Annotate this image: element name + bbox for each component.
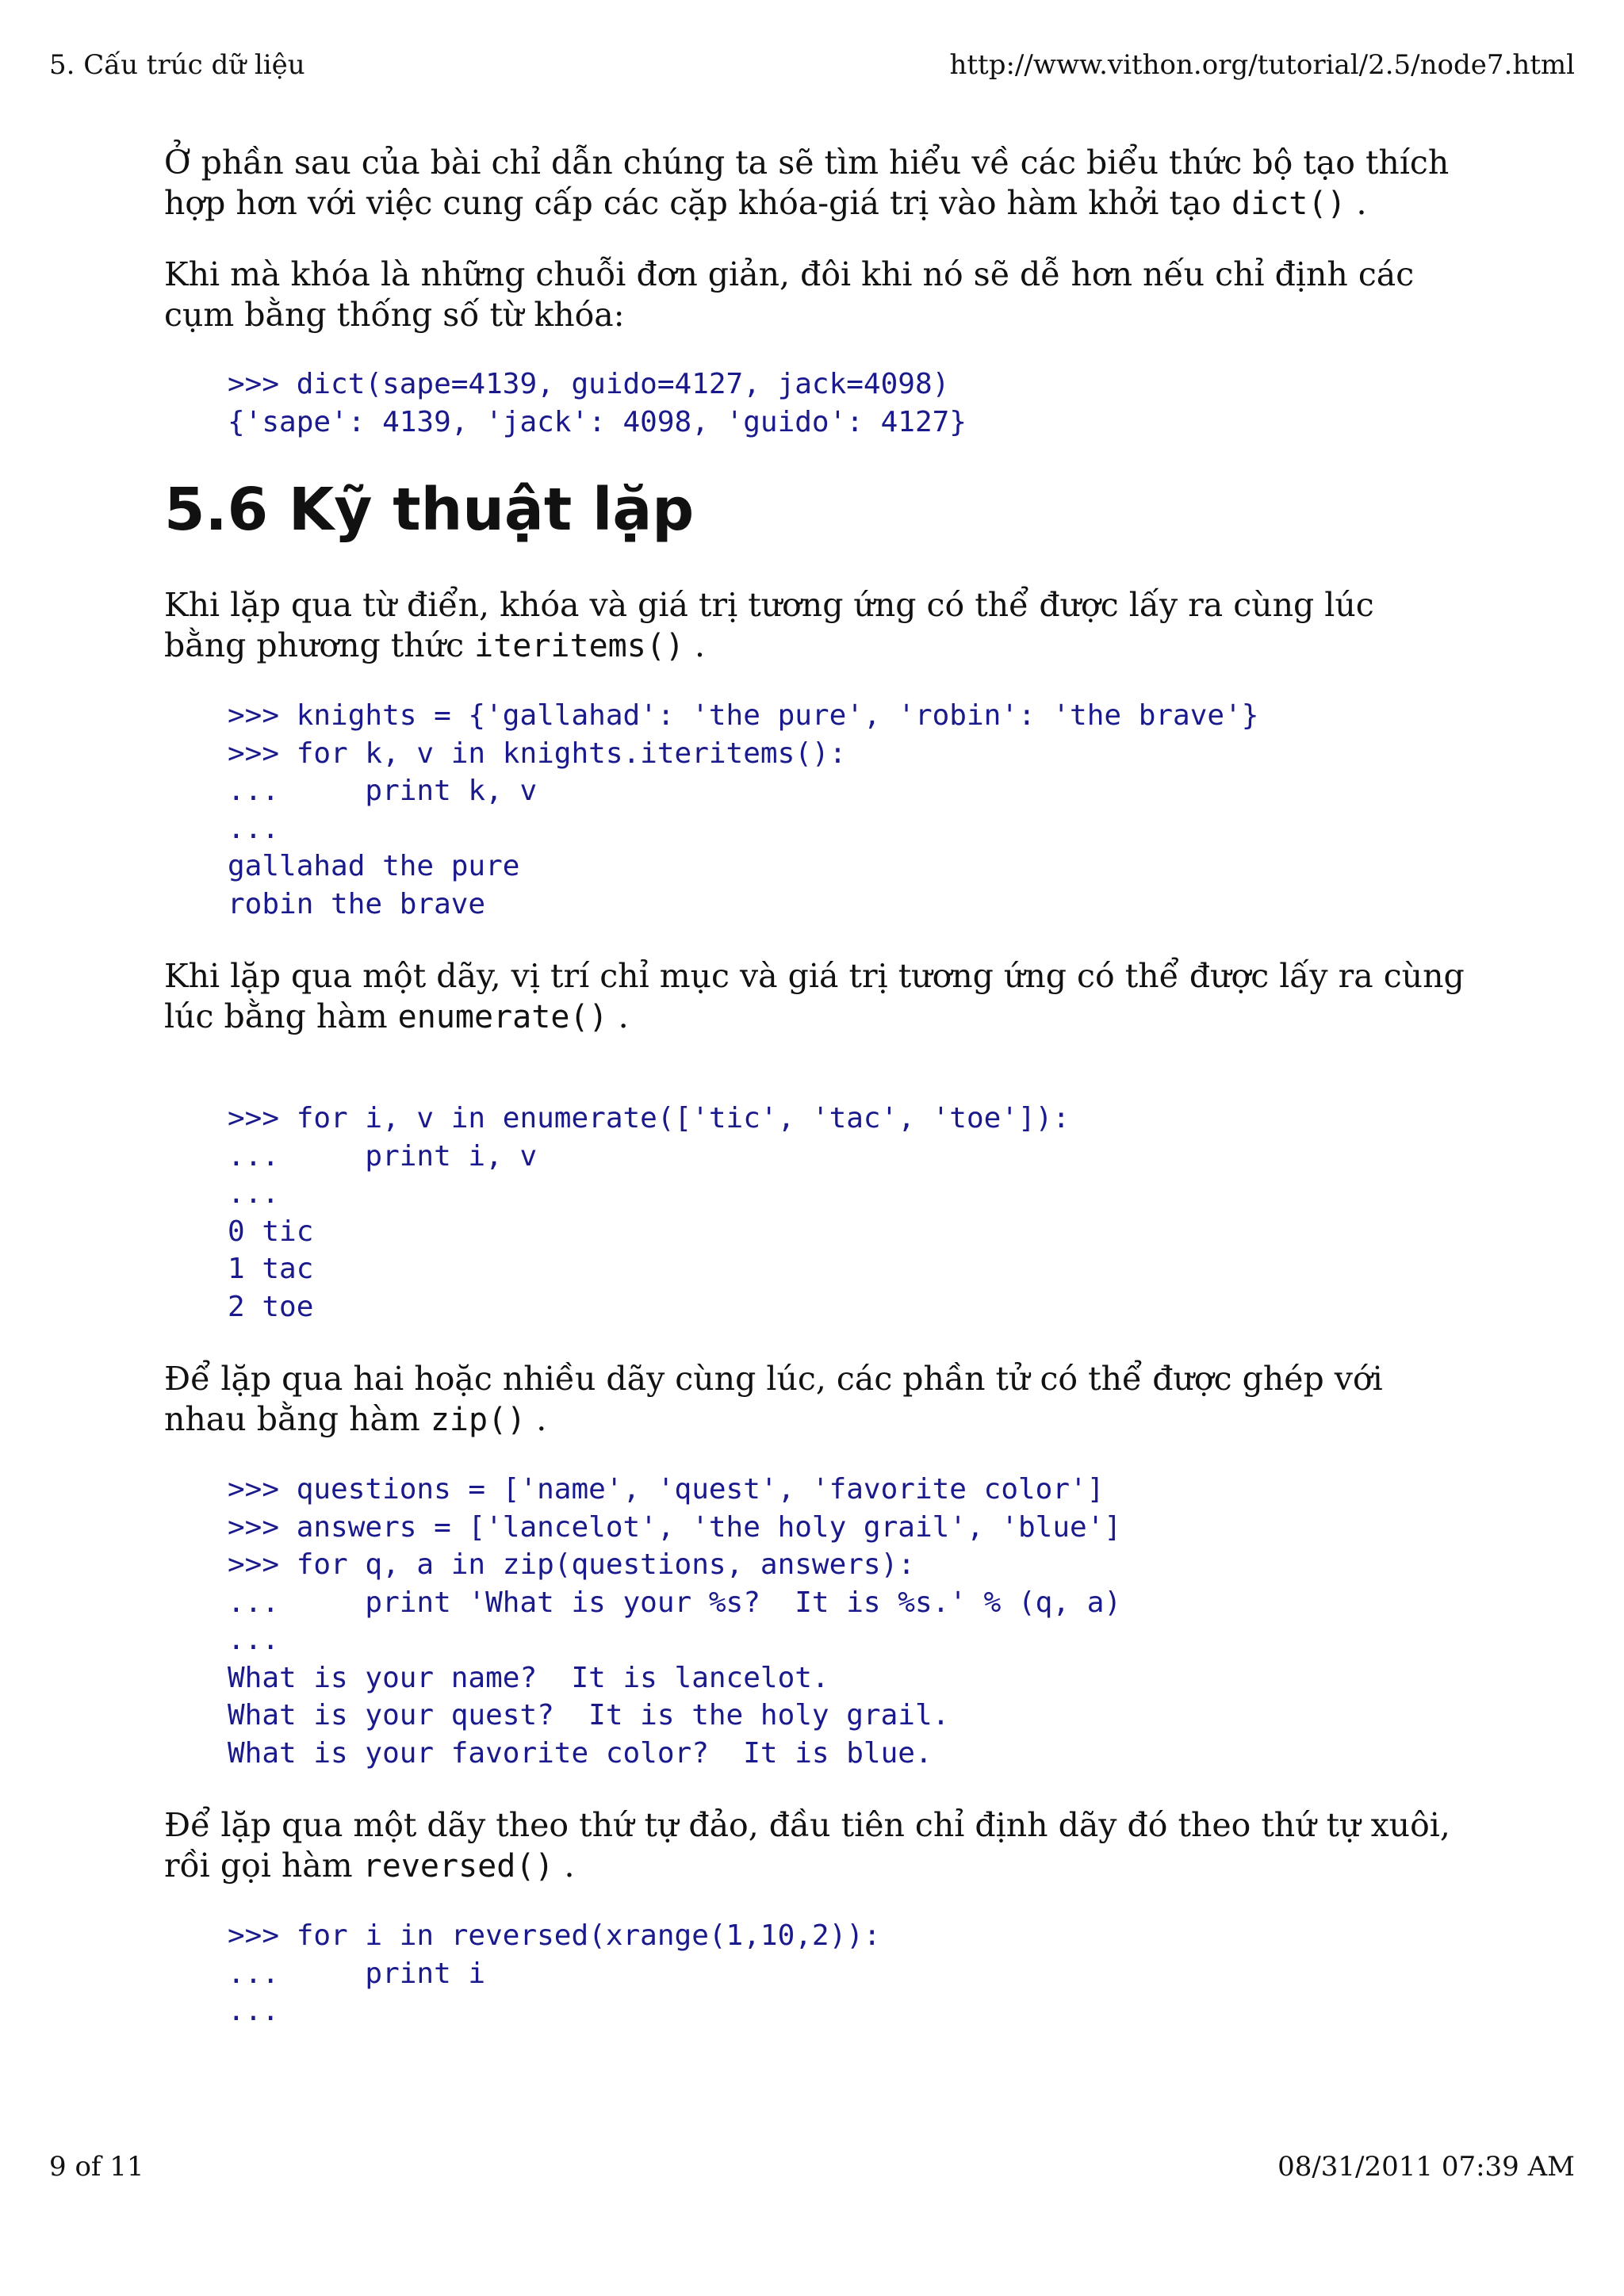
paragraph-text: Để lặp qua hai hoặc nhiều dãy cùng lúc, các phần tử có thể được ghép với nhau bằng hàm	[164, 1360, 1383, 1438]
page-footer-page-number: 9 of 11	[49, 2151, 144, 2183]
spacer	[164, 1068, 1465, 1100]
code-block-reversed: >>> for i in reversed(xrange(1,10,2)): ... print i ...	[228, 1919, 881, 2027]
inline-code: iteritems()	[474, 628, 684, 664]
paragraph-end: .	[607, 997, 629, 1035]
paragraph-end: .	[526, 1400, 547, 1438]
paragraph-text: Khi lặp qua từ điển, khóa và giá trị tương ứng có thể được lấy ra cùng lúc bằng phương thức	[164, 586, 1374, 664]
paragraph-dict-generator	[164, 143, 1465, 224]
page-header-url: http://www.vithon.org/tutorial/2.5/node7.html	[949, 49, 1575, 81]
code-block-iteritems: >>> knights = {'gallahad': 'the pure', 'robin': 'the brave'} >>> for k, v in knights.iteritems(): ... print k, v ... gallahad the pure robin the brave	[228, 699, 1259, 920]
paragraph-iteritems	[164, 585, 1465, 667]
page-footer-datetime: 08/31/2011 07:39 AM	[1277, 2151, 1575, 2183]
paragraph-keyword-args	[164, 254, 1465, 335]
paragraph-reversed	[164, 1805, 1465, 1887]
inline-code: zip()	[430, 1402, 527, 1438]
inline-code: enumerate()	[397, 999, 608, 1035]
inline-code: reversed()	[362, 1848, 554, 1885]
main-content	[164, 143, 1465, 2064]
paragraph-end: .	[1346, 184, 1367, 222]
paragraph-end: .	[553, 1846, 575, 1885]
paragraph-text: Khi lặp qua một dãy, vị trí chỉ mục và giá trị tương ứng có thể được lấy ra cùng lúc bằng hàm	[164, 957, 1465, 1035]
inline-code: dict()	[1231, 186, 1346, 222]
paragraph-text: Ở phần sau của bài chỉ dẫn chúng ta sẽ tìm hiểu về các biểu thức bộ tạo thích hợp hơn với việc cung cấp các cặp khóa-giá trị vào hàm khởi tạo	[164, 144, 1450, 222]
paragraph-zip	[164, 1359, 1465, 1441]
code-block-enumerate: >>> for i, v in enumerate(['tic', 'tac', 'toe']): ... print i, v ... 0 tic 1 tac 2 toe	[228, 1102, 1071, 1323]
paragraph-enumerate	[164, 956, 1465, 1038]
paragraph-end: .	[684, 626, 706, 664]
code-block-dict: >>> dict(sape=4139, guido=4127, jack=4098) {'sape': 4139, 'jack': 4098, 'guido': 4127}	[228, 368, 967, 438]
paragraph-text: Để lặp qua một dãy theo thứ tự đảo, đầu tiên chỉ định dãy đó theo thứ tự xuôi, rồi gọi hàm	[164, 1806, 1450, 1885]
paragraph-text: Khi mà khóa là những chuỗi đơn giản, đôi khi nó sẽ dễ hơn nếu chỉ định các cụm bằng thống số từ khóa:	[164, 255, 1415, 334]
page-header-title: 5. Cấu trúc dữ liệu	[49, 49, 305, 81]
code-block-zip: >>> questions = ['name', 'quest', 'favorite color'] >>> answers = ['lancelot', 'the holy grail', 'blue'] >>> for q, a in zip(questions, answers): ... print 'What is your %s? It is %s.' % (q, a) ... What is your name? It is lancelot. What is your quest? It is the holy grail. What is your favorite color? It is blue.	[228, 1473, 1122, 1770]
section-heading: 5.6 Kỹ thuật lặp	[164, 476, 695, 544]
